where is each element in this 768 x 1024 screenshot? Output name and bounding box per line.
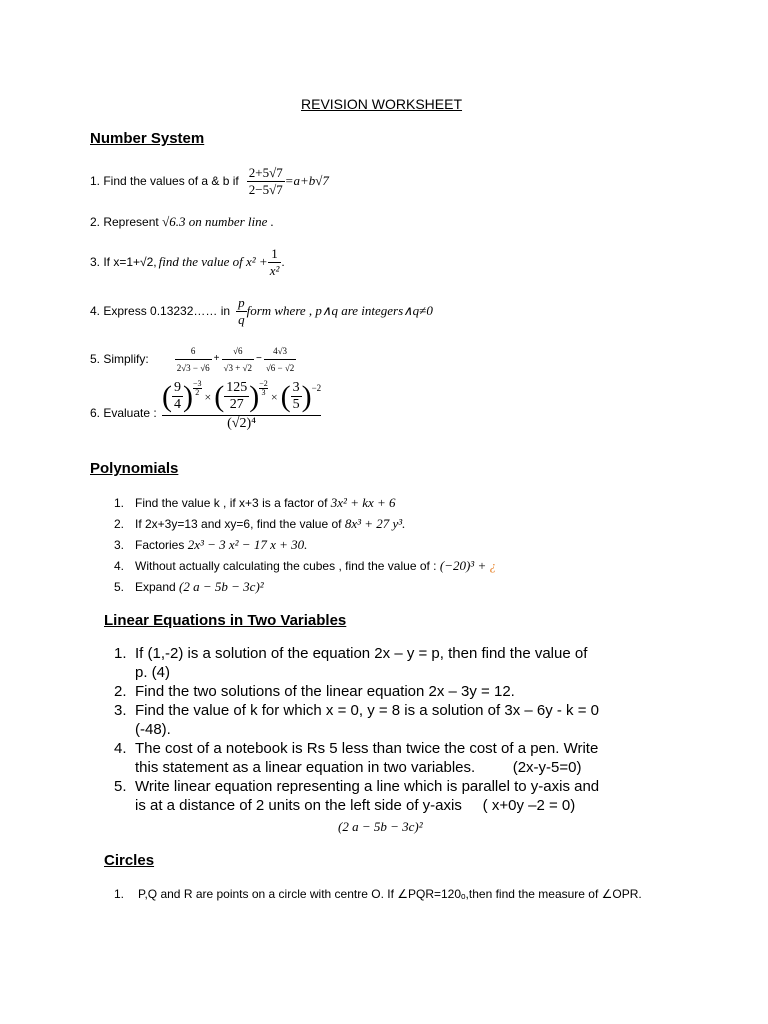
exponent [193, 380, 202, 397]
math-expression: 8x³ + 27 y³. [344, 516, 406, 531]
math-expression: find the value of x² + [158, 254, 268, 269]
fraction [268, 245, 285, 279]
list-number: 5. [114, 580, 125, 594]
fraction [264, 343, 296, 376]
fraction-denominator: 5 [292, 397, 300, 412]
list-item [114, 777, 684, 815]
question-text: 6. Evaluate : [90, 406, 157, 420]
evaluate-denominator: (√2)⁴ [227, 416, 257, 431]
evaluate-numerator: ( $\frac{9}{4}$ ) $\frac{-3}{2}$ × ( $\frac{125}{27}$ ) $\frac{-2}{3}$ × ( $\frac{3}{5}$ ) −2 [162, 380, 321, 416]
fraction-denominator: 2−5√7 [248, 181, 283, 197]
fraction [172, 380, 183, 413]
fraction-numerator: 3 [292, 380, 300, 395]
math-expression: 3x² + kx + 6 [330, 495, 396, 510]
list-item [114, 579, 714, 600]
exponent-denominator: 3 [261, 388, 266, 397]
math-expression: (−20)³ + [439, 558, 487, 573]
exponent-numerator: −3 [193, 379, 202, 388]
math-symbol: ¿ [489, 558, 497, 573]
list-item [114, 537, 714, 558]
exponent: −2 [311, 383, 322, 393]
list-item [114, 558, 714, 579]
section-heading-number-system: Number System [90, 130, 205, 147]
fraction-denominator: √3 + √2 [223, 362, 252, 373]
fraction-denominator: q [238, 311, 245, 327]
question-text: Expand [135, 580, 176, 594]
fraction-denominator: √6 − √2 [265, 362, 295, 373]
list-number: 4. [114, 740, 127, 757]
fraction [291, 380, 302, 413]
fraction [175, 343, 212, 376]
exponent [259, 380, 268, 397]
fraction-numerator: 6 [175, 343, 212, 360]
question-text: Without actually calculating the cubes , find the value of : [135, 559, 437, 573]
section-heading-polynomials: Polynomials [90, 460, 179, 477]
list-number: 4. [114, 559, 125, 573]
fraction-denominator: 4 [174, 397, 181, 412]
question-line: The cost of a notebook is Rs 5 less than twice the cost of a pen. Write [135, 740, 599, 757]
fraction [236, 295, 247, 328]
list-number: 2. [114, 683, 127, 700]
question-line: p. (4) [135, 664, 171, 681]
stray-math-expression: (2 a − 5b − 3c)² [338, 819, 423, 834]
question-line: Write linear equation representing a line which is parallel to y-axis and [135, 778, 600, 795]
list-number: 5. [114, 778, 127, 795]
fraction-numerator: 1 [268, 246, 282, 263]
list-item [114, 886, 714, 902]
question-ns-4 [90, 293, 433, 329]
section-heading-linear-equations: Linear Equations in Two Variables [104, 612, 347, 629]
list-item [114, 644, 684, 682]
question-text: P,Q and R are points on a circle with centre O. If ∠PQR=120ₒ,then find the measure of ∠OPR. [138, 887, 642, 901]
fraction-numerator: 4√3 [264, 343, 296, 360]
list-number: 1. [114, 645, 127, 662]
math-expression: (2 a − 5b − 3c)² [179, 579, 264, 594]
page-title: REVISION WORKSHEET [301, 96, 463, 112]
list-number: 3. [114, 702, 127, 719]
question-line: is at a distance of 2 units on the left side of y-axis ( x+0y –2 = 0) [135, 797, 576, 814]
evaluate-expression [162, 380, 321, 432]
fraction-numerator: 9 [174, 380, 181, 395]
period: . [281, 255, 285, 269]
question-text: 3. If x=1+√2, [90, 255, 157, 269]
question-text: If 2x+3y=13 and xy=6, find the value of [135, 517, 342, 531]
question-line: (-48). [135, 721, 171, 738]
question-line: If (1,-2) is a solution of the equation 2x – y = p, then find the value of [135, 645, 588, 662]
fraction-denominator: 2√3 − √6 [176, 362, 210, 373]
fraction [222, 343, 254, 376]
list-number: 3. [114, 538, 125, 552]
list-number: 1. [114, 887, 125, 901]
question-ns-5 [90, 342, 296, 376]
math-expression: form where , p∧q are integers∧q≠0 [246, 303, 433, 318]
question-text: 5. Simplify: [90, 352, 149, 366]
operator: + [213, 353, 220, 364]
fraction-denominator: x² [269, 262, 280, 278]
exponent-numerator: −2 [259, 379, 268, 388]
question-ns-1 [90, 163, 329, 199]
question-text: 2. Represent [90, 215, 159, 229]
list-item [114, 739, 684, 777]
fraction [224, 380, 249, 413]
question-line: Find the value of k for which x = 0, y = 8 is a solution of 3x – 6y - k = 0 [135, 702, 599, 719]
math-expression: =a+b√7 [284, 173, 329, 188]
question-line: Find the two solutions of the linear equation 2x – 3y = 12. [135, 683, 515, 700]
operator: − [255, 353, 262, 364]
math-expression: 2x³ − 3 x² − 17 x + 30. [187, 537, 308, 552]
circles-list [114, 886, 714, 902]
fraction-denominator: 27 [229, 397, 244, 412]
fraction [247, 165, 285, 198]
fraction-numerator: √6 [222, 343, 254, 360]
list-number: 2. [114, 517, 125, 531]
math-expression: √6.3 on number line . [162, 214, 274, 229]
linear-list [114, 644, 684, 815]
times-sign: × [204, 389, 212, 404]
list-item [114, 682, 684, 701]
section-heading-circles: Circles [104, 852, 155, 869]
fraction-numerator: 2+5√7 [248, 164, 283, 180]
question-ns-2 [90, 214, 274, 230]
list-item [114, 516, 714, 537]
polynomials-list [114, 495, 714, 600]
fraction-numerator: p [238, 294, 245, 310]
list-item [114, 701, 684, 739]
question-line: this statement as a linear equation in two variables. (2x-y-5=0) [135, 759, 582, 776]
question-text: 4. Express 0.13232…… in [90, 304, 231, 318]
exponent-denominator: 2 [195, 388, 200, 397]
question-ns-3 [90, 243, 285, 281]
times-sign: × [270, 389, 278, 404]
list-item [114, 495, 714, 516]
list-number: 1. [114, 496, 125, 510]
question-text: 1. Find the values of a & b if [90, 174, 239, 188]
question-text: Find the value k , if x+3 is a factor of [135, 496, 328, 510]
question-text: Factories [135, 538, 185, 552]
fraction-numerator: 125 [226, 380, 248, 395]
